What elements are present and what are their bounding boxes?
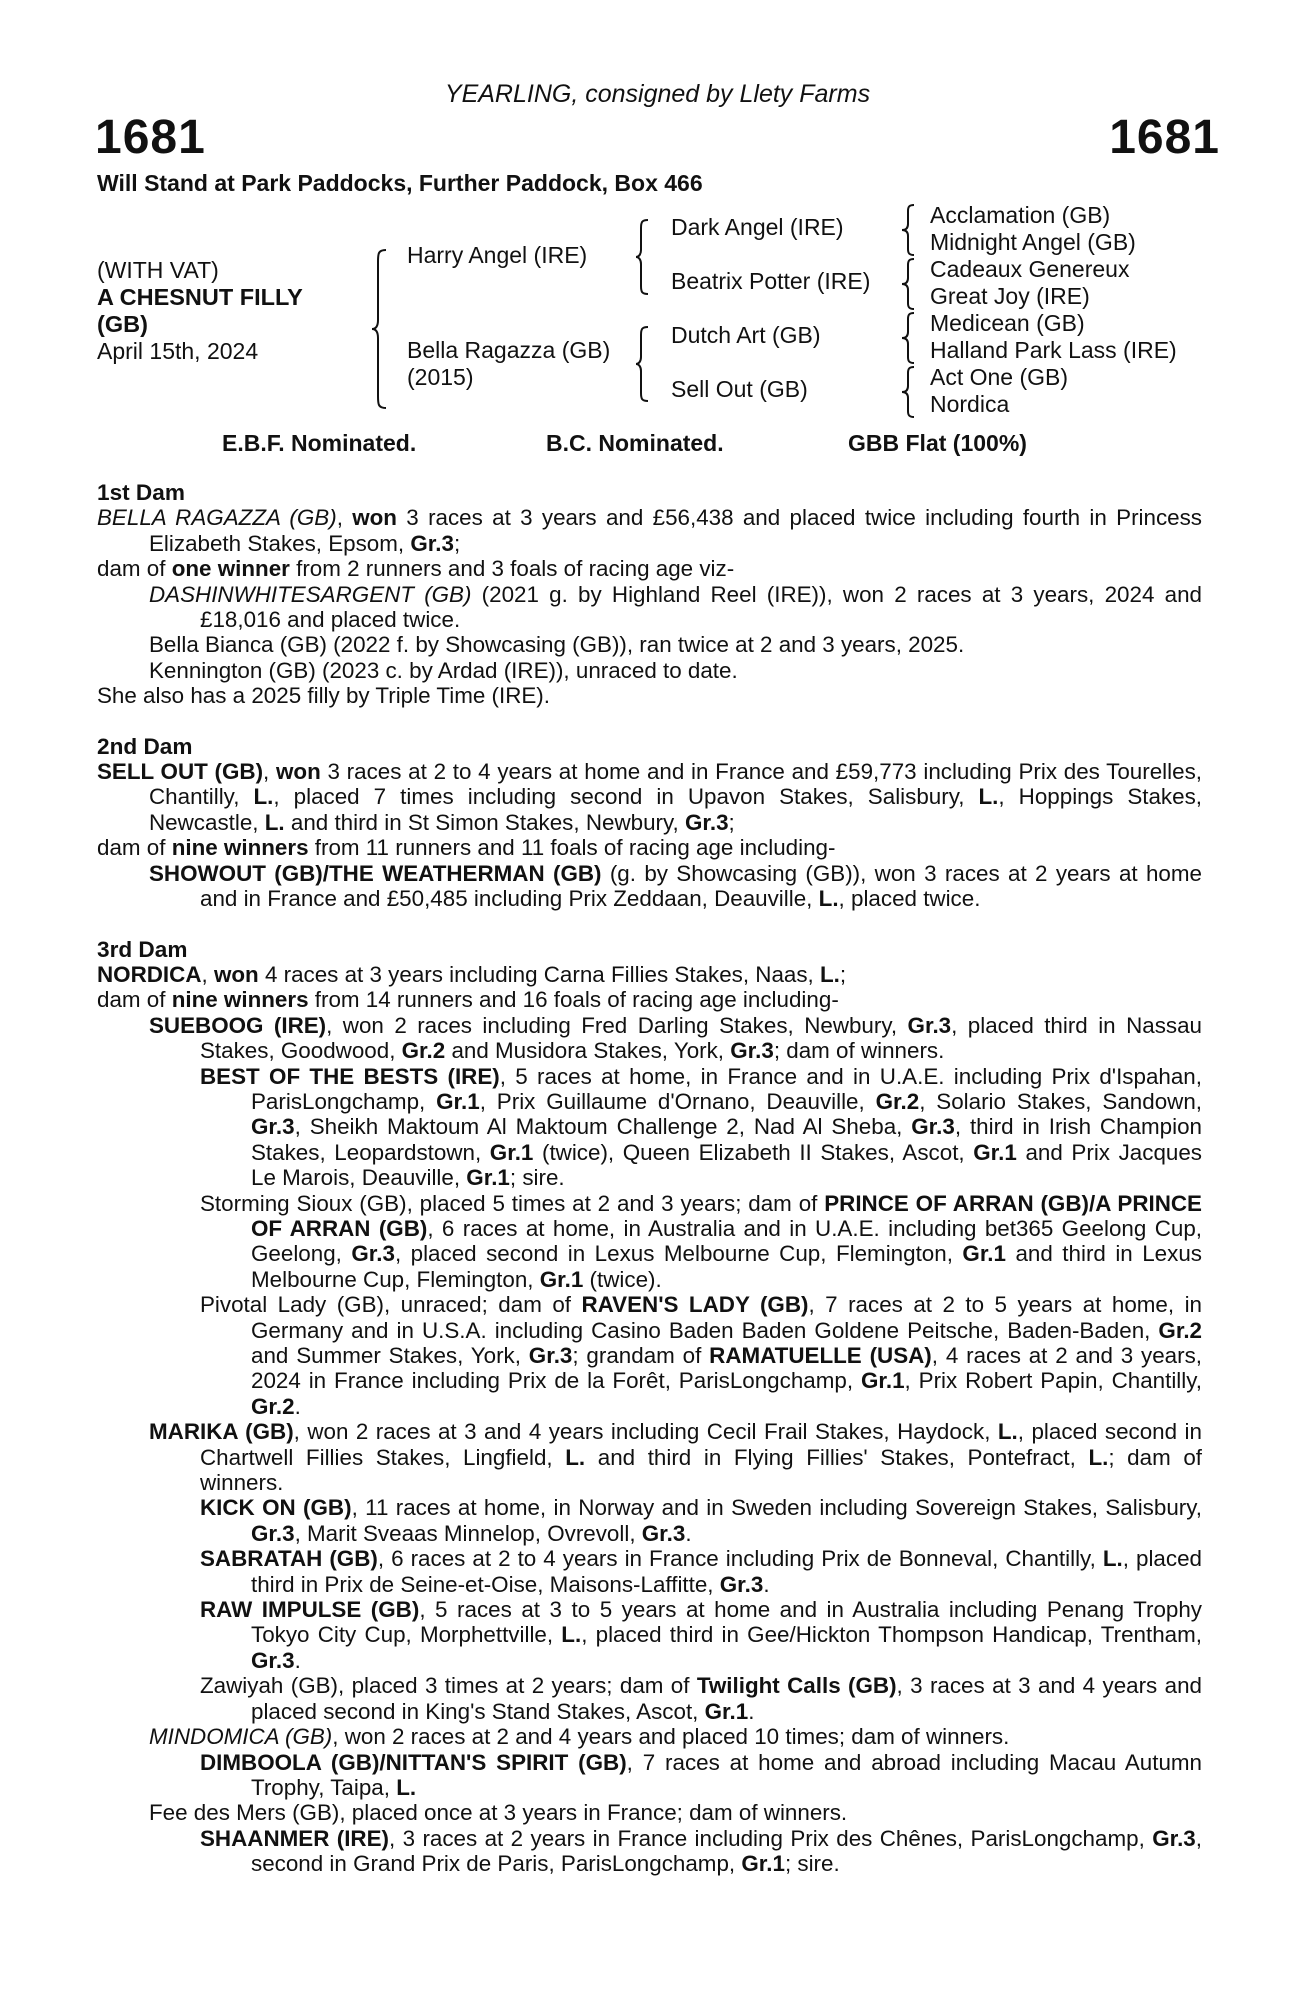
text-run: , placed second in Lexus Melbourne Cup, Flemington, xyxy=(394,1241,963,1267)
third-dam-produce-item xyxy=(97,1724,1202,1749)
text-run: (2021 g. by Highland Reel (IRE)), won 2 races at 3 years, 2024 and £18,016 and placed twice. xyxy=(200,581,1202,633)
bold-text: Gr.1 xyxy=(973,1139,1017,1165)
second-dam-produce-summary xyxy=(97,835,1202,860)
pedigree-bracket-dam xyxy=(634,325,650,403)
text-run: and third in St Simon Stakes, Newbury, xyxy=(284,809,685,835)
text-run: ; grandam of xyxy=(572,1343,710,1368)
pedigree-bracket-main xyxy=(370,248,388,410)
pedigree-sire-sire: Dark Angel (IRE) xyxy=(671,214,844,240)
text-run: , Sheikh Maktoum Al Maktoum Challenge 2, Nad Al Sheba, xyxy=(294,1114,912,1140)
bold-text: DIMBOOLA (GB)/NITTAN'S SPIRIT (GB) xyxy=(200,1749,627,1775)
text-run: , placed 7 times including second in Upavon Stakes, Salisbury, xyxy=(273,784,979,810)
bold-text: RAW IMPULSE (GB) xyxy=(200,1597,420,1623)
third-dam-produce-summary xyxy=(97,987,1202,1012)
text-run: , 4 races at 2 and 3 years, 2024 in France including Prix de la Forêt, ParisLongchamp, xyxy=(251,1343,1203,1394)
first-dam-produce-item xyxy=(97,582,1202,633)
text-run: (g. by Showcasing (GB)), won 3 races at 2 years at home and in France and £50,485 including Prix Zeddaan, Deauville, xyxy=(200,860,1202,912)
text-run: and Musidora Stakes, York, xyxy=(445,1038,731,1064)
first-dam-produce-item xyxy=(97,658,1202,683)
bold-text: Gr.3 xyxy=(251,1647,295,1673)
text-run: , xyxy=(336,505,353,531)
pedigree-sire-dam: Beatrix Potter (IRE) xyxy=(671,268,871,294)
first-dam-foal-note xyxy=(97,683,1202,708)
bold-text: L. xyxy=(997,1419,1018,1445)
third-dam-heading: 3rd Dam xyxy=(97,936,188,962)
text-run: , second in Grand Prix de Paris, ParisLongchamp, xyxy=(251,1825,1202,1877)
text-run: , placed third in Prix de Seine-et-Oise, Maisons-Laffitte, xyxy=(251,1546,1202,1597)
text-run: , 3 races at 3 and 4 years and placed second in King's Stand Stakes, Ascot, xyxy=(251,1673,1202,1724)
pedigree-dam-sire: Dutch Art (GB) xyxy=(671,322,821,348)
pedigree-sdd: Great Joy (IRE) xyxy=(930,283,1090,309)
pedigree-ssd: Midnight Angel (GB) xyxy=(930,229,1136,255)
text-run: , third in Irish Champion Stakes, Leopardstown, xyxy=(251,1114,1202,1165)
bold-text: Gr.3 xyxy=(251,1114,295,1140)
bold-text: won xyxy=(213,961,259,987)
bold-text: SHOWOUT (GB)/THE WEATHERMAN (GB) xyxy=(149,860,602,886)
bold-text: Gr.3 xyxy=(251,1520,295,1546)
third-dam-descendant xyxy=(97,1495,1202,1546)
text-run: She also has a 2025 filly by Triple Time (IRE). xyxy=(97,683,550,709)
third-dam-descendant xyxy=(97,1191,1202,1293)
ebf-nomination: E.B.F. Nominated. xyxy=(222,430,417,456)
text-run: , Hoppings Stakes, Newcastle, xyxy=(149,784,1202,835)
pedigree-bracket-sd xyxy=(900,257,916,311)
stabling-line: Will Stand at Park Paddocks, Further Paddock, Box 466 xyxy=(97,170,703,196)
bc-nomination: B.C. Nominated. xyxy=(546,430,724,456)
lot-number-right: 1681 xyxy=(1109,111,1220,164)
bold-text: SHAANMER (IRE) xyxy=(200,1825,389,1851)
bold-text: SUEBOOG (IRE) xyxy=(149,1012,327,1038)
text-run: . xyxy=(763,1571,770,1597)
bold-text: won xyxy=(352,505,397,531)
pedigree-dam-year: (2015) xyxy=(407,364,474,390)
text-run: ; xyxy=(453,530,461,556)
bold-text: Gr.1 xyxy=(436,1088,480,1114)
bold-text: Gr.1 xyxy=(860,1368,905,1394)
bold-text: L. xyxy=(565,1444,586,1470)
text-run: , placed third in Nassau Stakes, Goodwood, xyxy=(200,1012,1202,1064)
text-run: ; dam of winners. xyxy=(200,1444,1202,1496)
text-run: , placed third in Gee/Hickton Thompson Handicap, Trentham, xyxy=(581,1622,1202,1648)
text-run: ; sire. xyxy=(784,1851,840,1877)
bold-text: Gr.3 xyxy=(528,1343,573,1368)
text-run: , Prix Guillaume d'Ornano, Deauville, xyxy=(479,1088,876,1114)
text-run: . xyxy=(294,1393,301,1419)
text-run: ; dam of winners. xyxy=(773,1038,945,1064)
bold-text: Gr.3 xyxy=(907,1012,952,1038)
lot-description: A CHESNUT FILLY xyxy=(97,284,303,310)
text-run: and Summer Stakes, York, xyxy=(251,1343,529,1368)
pedigree-sire: Harry Angel (IRE) xyxy=(407,242,588,268)
third-dam-descendant xyxy=(97,1673,1202,1724)
text-run: , xyxy=(201,961,214,987)
third-dam-produce-item xyxy=(97,1419,1202,1495)
text-run: , 7 races at home and abroad including Macau Autumn Trophy, Taipa, xyxy=(251,1749,1202,1800)
text-run: 4 races at 3 years including Carna Fillies Stakes, Naas, xyxy=(258,961,820,987)
text-run: , placed second in Chartwell Fillies Stakes, Lingfield, xyxy=(200,1419,1202,1470)
third-dam-produce-item xyxy=(97,1800,1202,1825)
pedigree-dsd: Halland Park Lass (IRE) xyxy=(930,337,1177,363)
pedigree-dam: Bella Ragazza (GB) xyxy=(407,337,611,363)
text-run: , 7 races at 2 to 5 years at home, in Germany and in U.S.A. including Casino Baden Baden Goldene Peitsche, Baden-Baden, xyxy=(251,1292,1202,1343)
text-run: 3 races at 3 years and £56,438 and placed twice including fourth in Princess Elizabeth Stakes, Epsom, xyxy=(149,505,1202,556)
text-run: dam of xyxy=(97,987,172,1013)
first-dam-heading: 1st Dam xyxy=(97,480,185,505)
bold-text: Gr.3 xyxy=(641,1520,686,1546)
bold-text: L. xyxy=(561,1622,582,1648)
first-dam-record xyxy=(97,505,1202,556)
text-run: from 14 runners and 16 foals of racing age including- xyxy=(308,987,839,1013)
text-run: dam of xyxy=(97,835,172,861)
bold-text: L. xyxy=(978,784,999,810)
third-dam-descendant xyxy=(97,1597,1202,1673)
lot-description-country: (GB) xyxy=(97,311,148,337)
text-run: . xyxy=(748,1698,755,1724)
text-run: Storming Sioux (GB), placed 5 times at 2 and 3 years; dam of xyxy=(200,1190,825,1216)
second-dam-record xyxy=(97,759,1202,835)
bold-text: NORDICA xyxy=(97,961,202,987)
bold-text: Gr.2 xyxy=(1158,1317,1202,1343)
bold-text: Gr.1 xyxy=(539,1266,584,1292)
bold-text: BEST OF THE BESTS (IRE) xyxy=(200,1063,500,1089)
bold-text: Gr.3 xyxy=(730,1038,774,1064)
bold-text: RAVEN'S LADY (GB) xyxy=(581,1292,809,1318)
bold-text: Gr.3 xyxy=(684,809,729,835)
foaling-date: April 15th, 2024 xyxy=(97,338,259,364)
pedigree-bracket-dd xyxy=(900,365,916,419)
pedigree-dss: Medicean (GB) xyxy=(930,310,1085,336)
pedigree-dam-dam: Sell Out (GB) xyxy=(671,376,808,402)
catalogue-body xyxy=(97,480,1202,1877)
pedigree-bracket-sire xyxy=(634,218,650,296)
text-run: , xyxy=(263,759,276,785)
second-dam-produce-item xyxy=(97,861,1202,912)
text-run: , won 2 races at 3 and 4 years including Cecil Frail Stakes, Haydock, xyxy=(293,1419,998,1445)
bold-text: L. xyxy=(396,1774,417,1800)
bold-text: Gr.3 xyxy=(719,1571,764,1597)
bold-text: Gr.1 xyxy=(466,1165,510,1191)
text-run: ; xyxy=(728,809,735,835)
third-dam-produce-item xyxy=(97,1013,1202,1064)
vat-note: (WITH VAT) xyxy=(97,257,219,283)
text-run: , Marit Sveaas Minnelop, Ovrevoll, xyxy=(294,1520,642,1546)
bold-text: Gr.1 xyxy=(489,1139,534,1165)
bold-text: L. xyxy=(820,961,840,987)
bold-text: Gr.2 xyxy=(401,1038,446,1064)
bold-text: Gr.3 xyxy=(410,530,454,556)
text-run: ; xyxy=(839,961,847,987)
text-run: , 5 races at 3 to 5 years at home and in Australia including Penang Trophy Tokyo City Cup, Morphettville, xyxy=(251,1597,1202,1648)
bold-text: L. xyxy=(1102,1546,1123,1572)
pedigree-sds: Cadeaux Genereux xyxy=(930,256,1130,282)
bold-text: L. xyxy=(253,784,274,810)
bold-text: RAMATUELLE (USA) xyxy=(709,1343,932,1368)
text-run: Bella Bianca (GB) (2022 f. by Showcasing (GB)), ran twice at 2 and 3 years, 2025. xyxy=(149,632,965,658)
bold-text: one winner xyxy=(171,556,290,582)
bold-text: SELL OUT (GB) xyxy=(97,759,264,785)
bold-text: nine winners xyxy=(171,987,309,1013)
italic-name: BELLA RAGAZZA (GB) xyxy=(97,505,337,531)
text-run: and third in Flying Fillies' Stakes, Pontefract, xyxy=(585,1444,1089,1470)
bold-text: L. xyxy=(264,809,285,835)
bold-text: PRINCE OF ARRAN (GB)/A PRINCE OF ARRAN (GB) xyxy=(251,1190,1202,1241)
bold-text: Gr.2 xyxy=(875,1088,920,1114)
second-dam-heading: 2nd Dam xyxy=(97,733,193,759)
text-run: , won 2 races at 2 and 4 years and placed 10 times; dam of winners. xyxy=(332,1724,1010,1750)
text-run: (twice). xyxy=(583,1266,662,1292)
pedigree-ddd: Nordica xyxy=(930,391,1010,417)
bold-text: Gr.3 xyxy=(351,1241,395,1267)
text-run: , 5 races at home, in France and in U.A.E. including Prix d'Ispahan, ParisLongchamp, xyxy=(251,1063,1202,1114)
third-dam-descendant xyxy=(97,1826,1202,1877)
bold-text: Gr.3 xyxy=(1152,1825,1196,1851)
bold-text: SABRATAH (GB) xyxy=(200,1546,378,1572)
bold-text: L. xyxy=(1088,1444,1109,1470)
pedigree-bracket-ss xyxy=(900,203,916,257)
text-run: , 3 races at 2 years in France including Prix des Chênes, ParisLongchamp, xyxy=(389,1825,1153,1851)
bold-text: L. xyxy=(818,886,839,912)
consignor-line: YEARLING, consigned by Llety Farms xyxy=(444,80,871,108)
text-run: Kennington (GB) (2023 c. by Ardad (IRE)), unraced to date. xyxy=(149,657,738,683)
bold-text: Gr.3 xyxy=(911,1114,955,1140)
bold-text: Gr.2 xyxy=(251,1393,295,1419)
bold-text: Twilight Calls (GB) xyxy=(696,1673,897,1699)
third-dam-descendant xyxy=(97,1292,1202,1419)
text-run: dam of xyxy=(97,556,172,582)
bold-text: KICK ON (GB) xyxy=(200,1495,352,1521)
text-run: 3 races at 2 to 4 years at home and in France and £59,773 including Prix des Tourelles, Chantilly, xyxy=(149,759,1202,810)
pedigree-bracket-ds xyxy=(900,311,916,365)
text-run: from 2 runners and 3 foals of racing age viz- xyxy=(289,556,735,582)
text-run: , Solario Stakes, Sandown, xyxy=(919,1088,1202,1114)
first-dam-produce-item xyxy=(97,632,1202,657)
text-run: , 11 races at home, in Norway and in Sweden including Sovereign Stakes, Salisbury, xyxy=(351,1495,1202,1521)
gbb-status: GBB Flat (100%) xyxy=(848,430,1027,456)
bold-text: Gr.1 xyxy=(962,1241,1006,1267)
lot-number-left: 1681 xyxy=(95,111,206,164)
bold-text: nine winners xyxy=(171,835,309,861)
text-run: . xyxy=(294,1647,301,1673)
text-run: , 6 races at 2 to 4 years in France including Prix de Bonneval, Chantilly, xyxy=(377,1546,1103,1572)
text-run: (twice), Queen Elizabeth II Stakes, Ascot, xyxy=(533,1139,974,1165)
bold-text: Gr.1 xyxy=(741,1851,785,1877)
text-run: and Prix Jacques Le Marois, Deauville, xyxy=(251,1139,1203,1191)
bold-text: MARIKA (GB) xyxy=(149,1419,294,1445)
third-dam-record xyxy=(97,962,1202,987)
third-dam-descendant xyxy=(97,1750,1202,1801)
text-run: from 11 runners and 11 foals of racing age including- xyxy=(308,835,836,861)
text-run: Fee des Mers (GB), placed once at 3 years in France; dam of winners. xyxy=(149,1800,848,1826)
text-run: , won 2 races including Fred Darling Stakes, Newbury, xyxy=(326,1012,908,1038)
text-run: , placed twice. xyxy=(838,886,981,912)
text-run: Zawiyah (GB), placed 3 times at 2 years; dam of xyxy=(200,1673,697,1699)
bold-text: won xyxy=(276,759,321,785)
text-run: . xyxy=(685,1520,692,1546)
third-dam-descendant xyxy=(97,1546,1202,1597)
text-run: , 6 races at home, in Australia and in U.A.E. including bet365 Geelong Cup, Geelong, xyxy=(251,1215,1202,1267)
text-run: Pivotal Lady (GB), unraced; dam of xyxy=(200,1292,582,1318)
text-run: , Prix Robert Papin, Chantilly, xyxy=(904,1368,1202,1394)
italic-name: MINDOMICA (GB) xyxy=(149,1724,333,1750)
third-dam-descendant xyxy=(97,1064,1202,1191)
pedigree-sss: Acclamation (GB) xyxy=(930,202,1111,228)
bold-text: Gr.1 xyxy=(704,1698,749,1724)
text-run: ; sire. xyxy=(509,1165,565,1191)
first-dam-produce-summary xyxy=(97,556,1202,581)
italic-name: DASHINWHITESARGENT (GB) xyxy=(149,581,472,607)
text-run: and third in Lexus Melbourne Cup, Flemington, xyxy=(251,1241,1202,1292)
pedigree-dds: Act One (GB) xyxy=(930,364,1069,390)
